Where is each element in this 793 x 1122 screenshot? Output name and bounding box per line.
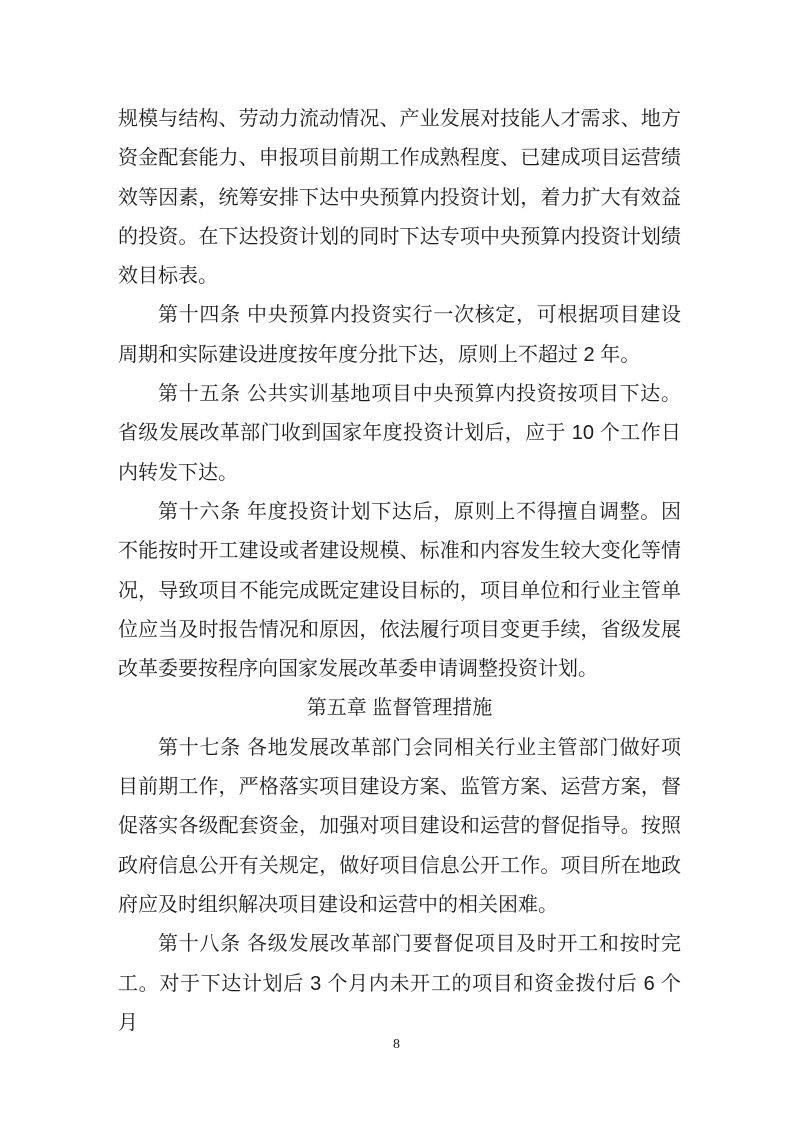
paragraph-article-14: 第十四条 中央预算内投资实行一次核定，可根据项目建设周期和实际建设进度按年度分批下达，原则上不超过 2 年。: [118, 304, 681, 366]
paragraph-article-15: 第十五条 公共实训基地项目中央预算内投资按项目下达。省级发展改革部门收到国家年度投资计划后，应于 10 个工作日内转发下达。: [118, 383, 681, 484]
page-number: 8: [393, 1037, 400, 1052]
paragraph-article-18: 第十八条 各级发展改革部门要督促项目及时开工和按时完工。对于下达计划后 3 个月内未开工的项目和资金拨付后 6 个月: [118, 933, 681, 1034]
paragraph-article-17: 第十七条 各地发展改革部门会同相关行业主管部门做好项目前期工作，严格落实项目建设方案、监管方案、运营方案，督促落实各级配套资金，加强对项目建设和运营的督促指导。按照政府信息公开有关规定，做好项目信息公开工作。项目所在地政府应及时组织解决项目建设和运营中的相关困难。: [118, 736, 681, 916]
paragraph-continuation: 规模与结构、劳动力流动情况、产业发展对技能人才需求、地方资金配套能力、申报项目前期工作成熟程度、已建成项目运营绩效等因素，统筹安排下达中央预算内投资计划，着力扩大有效益的投资。在下达投资计划的同时下达专项中央预算内投资计划绩效目标表。: [118, 108, 681, 288]
chapter-heading: 第五章 监督管理措施: [306, 697, 493, 720]
paragraph-article-16: 第十六条 年度投资计划下达后，原则上不得擅自调整。因不能按时开工建设或者建设规模、标准和内容发生较大变化等情况，导致项目不能完成既定建设目标的，项目单位和行业主管单位应当及时报告情况和原因，依法履行项目变更手续，省级发展改革委要按程序向国家发展改革委申请调整投资计划。: [118, 500, 681, 681]
document-body: [118, 100, 681, 1043]
